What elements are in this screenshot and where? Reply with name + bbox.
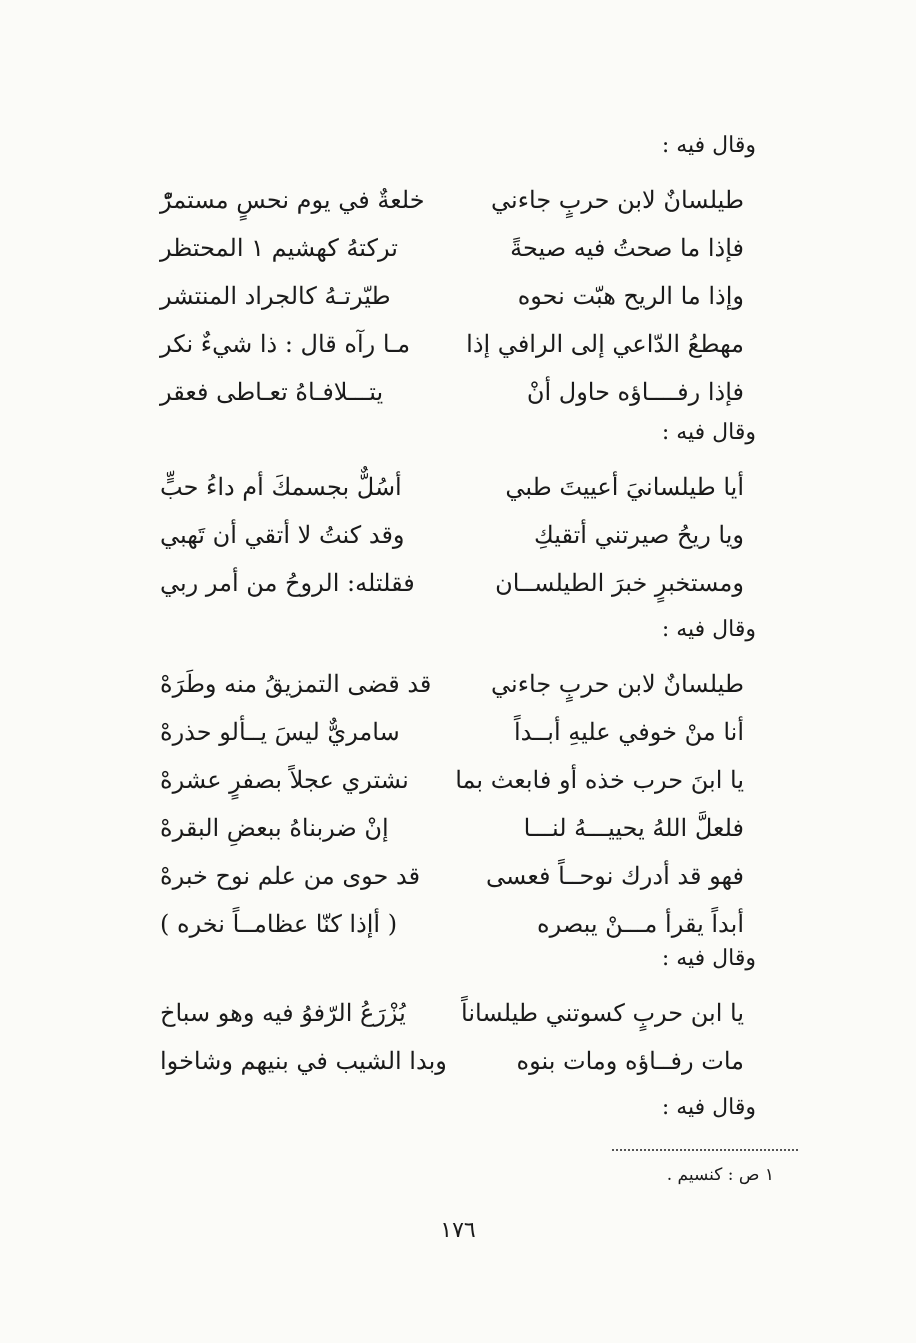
verse bbox=[150, 763, 760, 811]
verse-first-hemistich: وإذا ما الريح هبّت نحوه bbox=[517, 282, 744, 310]
verse-second-hemistich: ( أإذا كنّا عظامــاً نخره ) bbox=[160, 910, 398, 938]
section-heading: وقال فيه : bbox=[661, 133, 756, 158]
verse bbox=[150, 231, 760, 279]
verse-first-hemistich: طيلسانٌ لابن حربٍ جاءني bbox=[491, 670, 744, 698]
page-number: ١٧٦ bbox=[440, 1218, 476, 1243]
verse-first-hemistich: أنا منْ خوفي عليهِ أبــداً bbox=[513, 718, 744, 746]
verse-second-hemistich: أسُلٌّ بجسمكَ أم داءُ حبٍّ bbox=[160, 473, 402, 501]
verse-second-hemistich: يُزْرَعُ الرّفوُ فيه وهو سباخ bbox=[160, 999, 406, 1027]
section-heading: وقال فيه : bbox=[661, 1095, 756, 1120]
poem-stanza bbox=[150, 183, 760, 423]
verse bbox=[150, 279, 760, 327]
verse-first-hemistich: يا ابنَ حرب خذه أو فابعث بما bbox=[455, 766, 744, 794]
verse bbox=[150, 1044, 760, 1092]
verse-second-hemistich: مـا رآه قال : ذا شيءٌ نكر bbox=[160, 330, 411, 358]
section-heading: وقال فيه : bbox=[661, 420, 756, 445]
verse-first-hemistich: طيلسانٌ لابن حربٍ جاءني bbox=[491, 186, 744, 214]
verse bbox=[150, 327, 760, 375]
verse bbox=[150, 518, 760, 566]
verse-first-hemistich: فإذا ما صحتُ فيه صيحةً bbox=[510, 234, 744, 262]
verse-first-hemistich: فلعلَّ اللهُ يحييـــهُ لنـــا bbox=[523, 814, 744, 842]
verse-second-hemistich: نشتري عجلاً بصفرٍ عشرهْ bbox=[160, 766, 409, 794]
verse-second-hemistich: فقلتله: الروحُ من أمر ربي bbox=[160, 569, 415, 597]
verse-first-hemistich: فهو قد أدرك نوحــاً فعسى bbox=[486, 862, 744, 890]
verse bbox=[150, 715, 760, 763]
verse-first-hemistich: يا ابن حربٍ كسوتني طيلساناً bbox=[461, 999, 744, 1027]
verse bbox=[150, 470, 760, 518]
verse-first-hemistich: ويا ريحُ صيرتني أتقيكِ bbox=[534, 521, 744, 549]
verse-first-hemistich: مهطعُ الدّاعي إلى الرافي إذا bbox=[466, 330, 744, 358]
section-heading: وقال فيه : bbox=[661, 946, 756, 971]
verse bbox=[150, 811, 760, 859]
verse-first-hemistich: فإذا رفــــاؤه حاول أنْ bbox=[526, 378, 744, 406]
poem-stanza bbox=[150, 667, 760, 955]
footnote-divider bbox=[612, 1149, 798, 1151]
verse-second-hemistich: طيّرتـهُ كالجراد المنتشر bbox=[160, 282, 391, 310]
verse bbox=[150, 375, 760, 423]
verse-second-hemistich: إنْ ضربناهُ ببعضِ البقرهْ bbox=[160, 814, 389, 842]
poem-stanza bbox=[150, 996, 760, 1092]
verse-second-hemistich: خلعةٌ في يوم نحسٍ مستمرّْ bbox=[160, 186, 425, 214]
verse-second-hemistich: قد قضى التمزيقُ منه وطَرَهْ bbox=[160, 670, 432, 698]
verse bbox=[150, 667, 760, 715]
verse bbox=[150, 183, 760, 231]
poem-stanza bbox=[150, 470, 760, 614]
verse-second-hemistich: سامريٌّ ليسَ يــألو حذرهْ bbox=[160, 718, 400, 746]
verse-first-hemistich: مات رفــاؤه ومات بنوه bbox=[516, 1047, 744, 1075]
verse-second-hemistich: يتـــلافـاهُ تعـاطى فعقر bbox=[160, 378, 384, 406]
verse-second-hemistich: قد حوى من علم نوح خبرهْ bbox=[160, 862, 421, 890]
verse-first-hemistich: ومستخبرٍ خبرَ الطيلســان bbox=[495, 569, 744, 597]
verse-first-hemistich: أيا طيلسانيَ أعييتَ طبي bbox=[505, 473, 744, 501]
verse-first-hemistich: أبداً يقرأ مـــنْ يبصره bbox=[537, 910, 744, 938]
footnote: ١ ص : كنسيم . bbox=[666, 1165, 774, 1185]
section-heading: وقال فيه : bbox=[661, 617, 756, 642]
verse bbox=[150, 859, 760, 907]
verse bbox=[150, 996, 760, 1044]
verse-second-hemistich: تركتهُ كهشيم ١ المحتظر bbox=[160, 234, 398, 262]
verse bbox=[150, 566, 760, 614]
verse-second-hemistich: وقد كنتُ لا أتقي أن تَهبي bbox=[160, 521, 405, 549]
verse-second-hemistich: وبدا الشيب في بنيهم وشاخوا bbox=[160, 1047, 447, 1075]
